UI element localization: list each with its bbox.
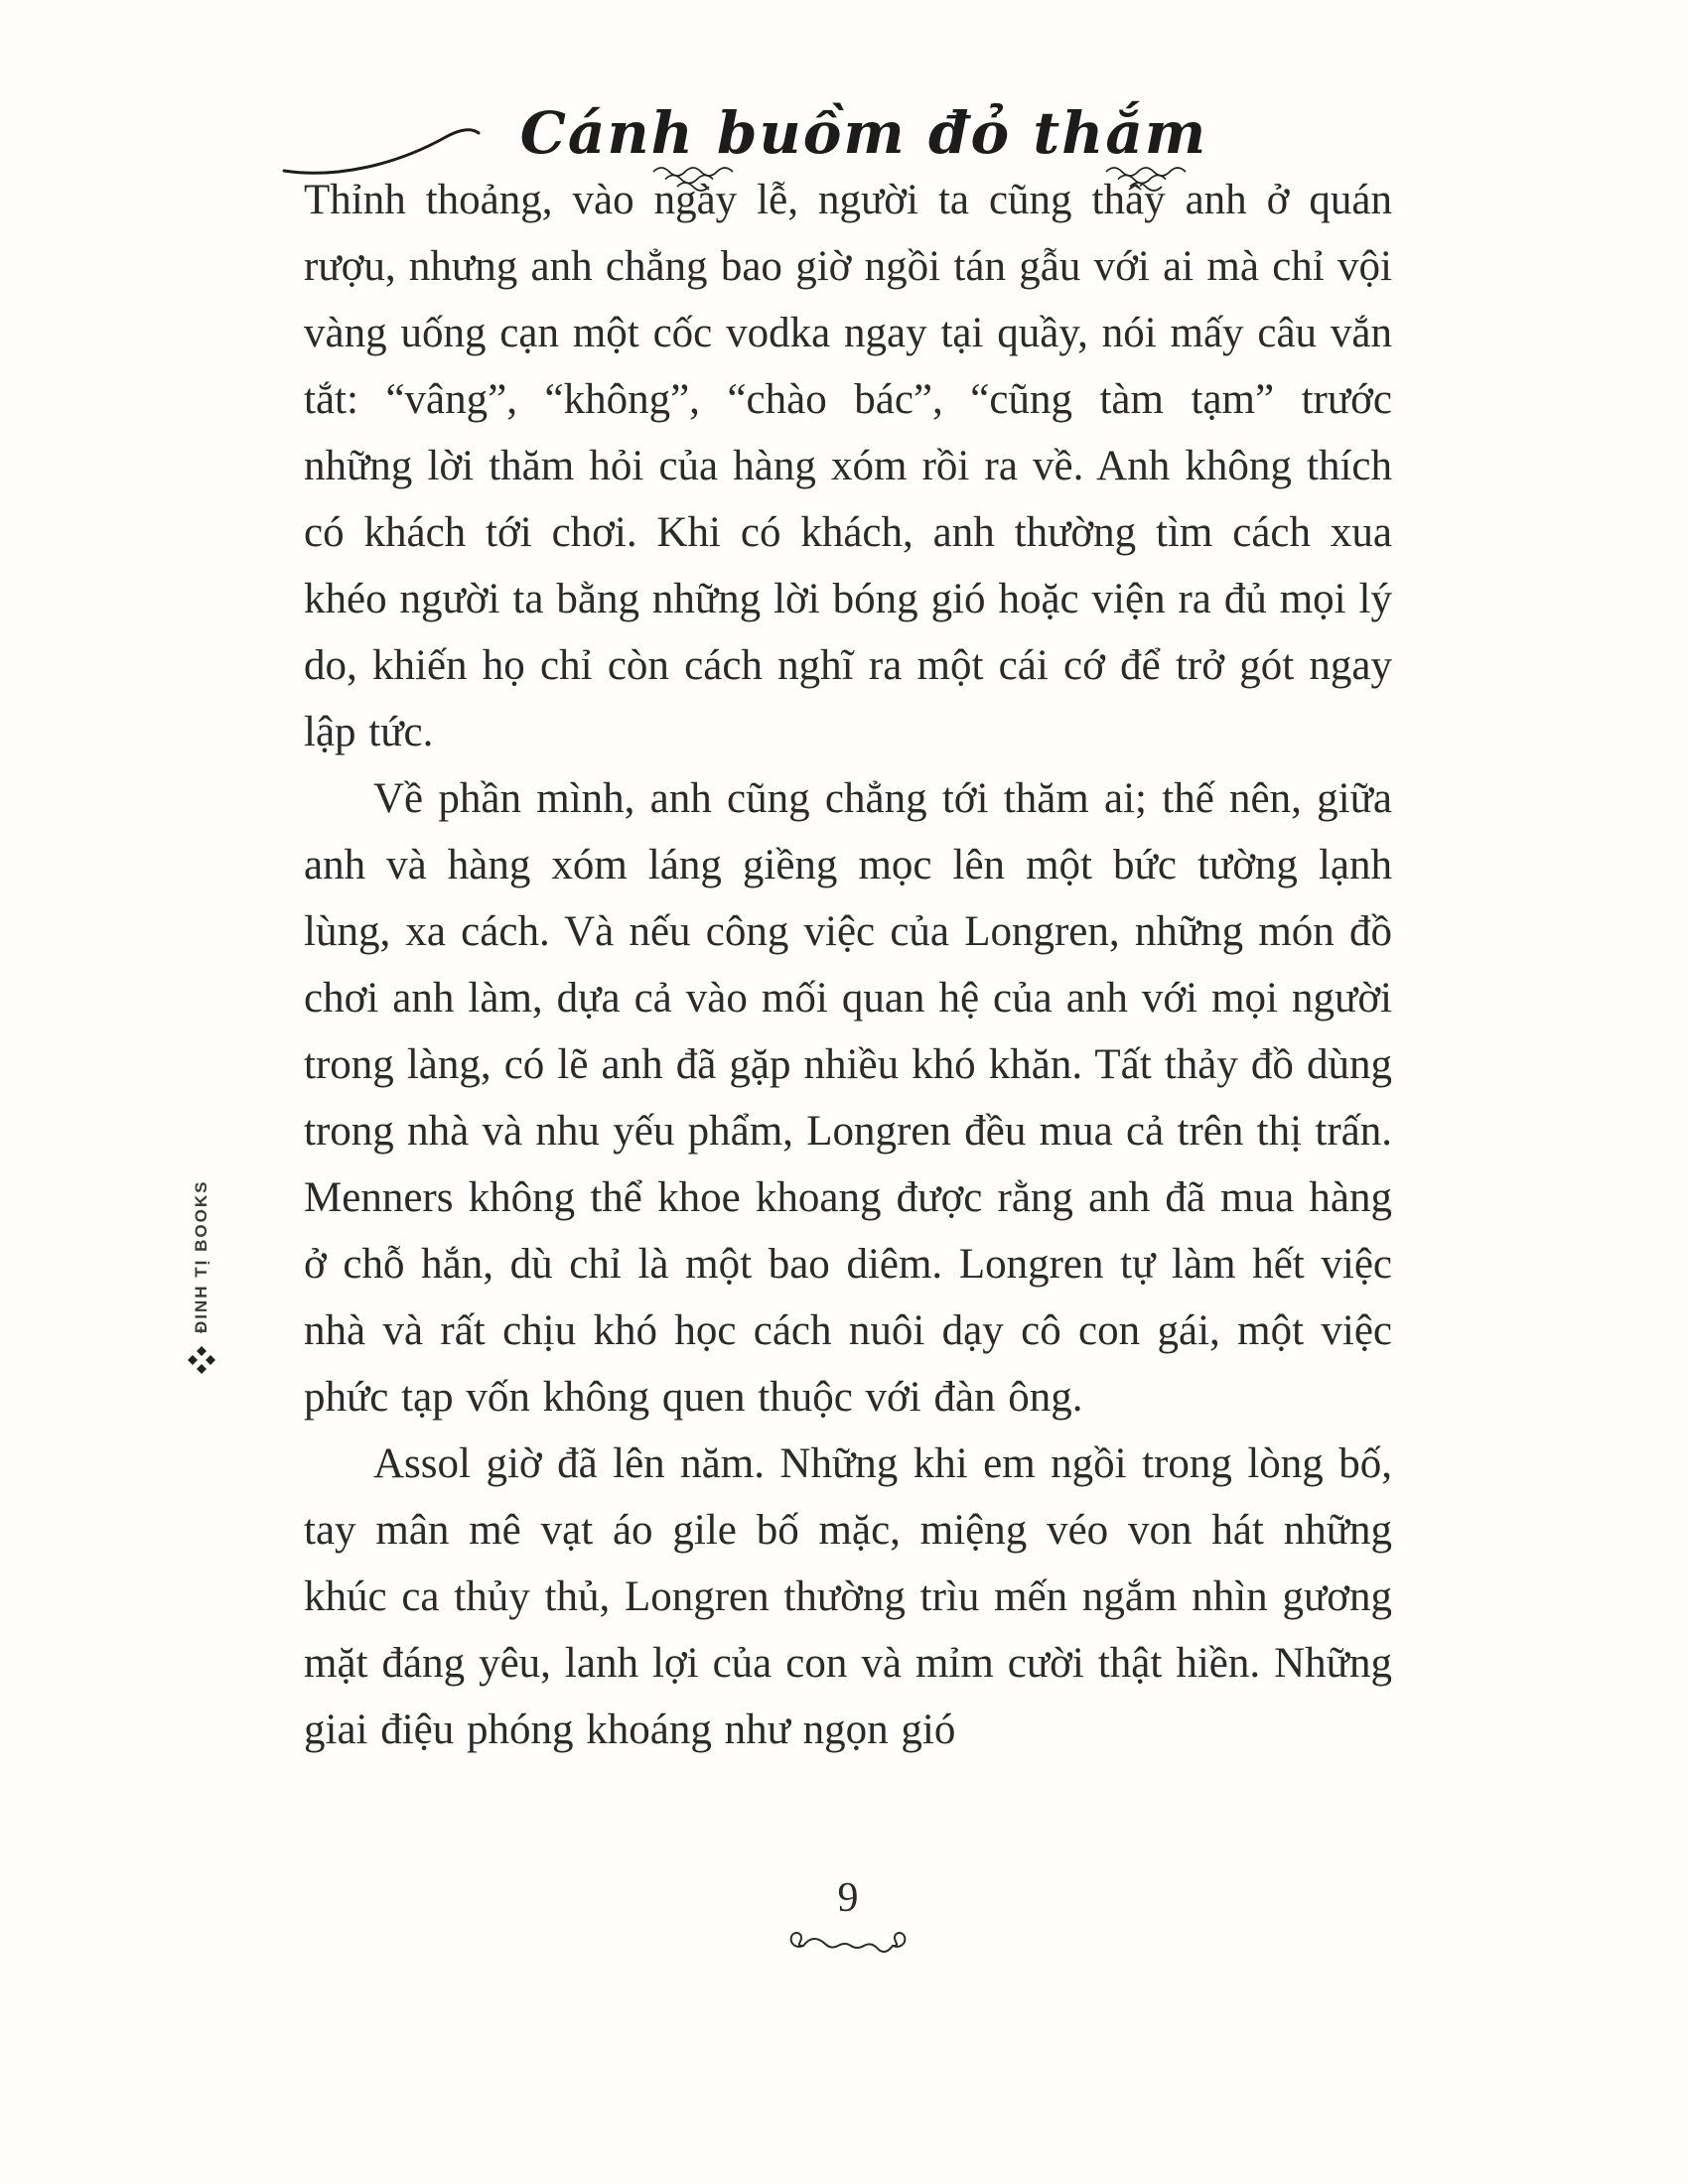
chapter-header xyxy=(0,99,1688,167)
page-footer xyxy=(304,1874,1392,1965)
paragraph: Thỉnh thoảng, vào ngày lễ, người ta cũng thấy anh ở quán rượu, nhưng anh chẳng bao giờ ngồi tán gẫu với ai mà chỉ vội vàng uống cạn một cốc vodka ngay tại quầy, nói mấy câu vắn tắt: “vâng”, “không”, “chào bác”, “cũng tàm tạm” trước những lời thăm hỏi của hàng xóm rồi ra về. Anh không thích có khách tới chơi. Khi có khách, anh thường tìm cách xua khéo người ta bằng những lời bóng gió hoặc viện ra đủ mọi lý do, khiến họ chỉ còn cách nghĩ ra một cái cớ để trở gót ngay lập tức. xyxy=(304,177,1392,755)
paragraph: Assol giờ đã lên năm. Những khi em ngồi trong lòng bố, tay mân mê vạt áo gile bố mặc, miệng véo von hát những khúc ca thủy thủ, Longren thường trìu mến ngắm nhìn gương mặt đáng yêu, lanh lợi của con và mỉm cười thật hiền. Những giai điệu phóng khoáng như ngọn gió xyxy=(304,1440,1392,1753)
publisher-mark xyxy=(187,1179,216,1375)
scroll-ornament-icon xyxy=(774,1930,922,1960)
page-number: 9 xyxy=(837,1875,859,1921)
publisher-name: ĐINH TỊ BOOKS xyxy=(192,1179,211,1333)
paragraph: Về phần mình, anh cũng chẳng tới thăm ai; thế nên, giữa anh và hàng xóm láng giềng mọc lên một bức tường lạnh lùng, xa cách. Và nếu công việc của Longren, những món đồ chơi anh làm, dựa cả vào mối quan hệ của anh với mọi người trong làng, có lẽ anh đã gặp nhiều khó khăn. Tất thảy đồ dùng trong nhà và nhu yếu phẩm, Longren đều mua cả trên thị trấn. Menners không thể khoe khoang được rằng anh đã mua hàng ở chỗ hắn, dù chỉ là một bao diêm. Longren tự làm hết việc nhà và rất chịu khó học cách nuôi dạy cô con gái, một việc phức tạp vốn không quen thuộc với đàn ông. xyxy=(304,775,1392,1421)
page-title: Cánh buồm đỏ thắm xyxy=(519,99,1208,167)
publisher-logo-icon xyxy=(187,1345,216,1375)
page-body xyxy=(304,167,1392,1763)
